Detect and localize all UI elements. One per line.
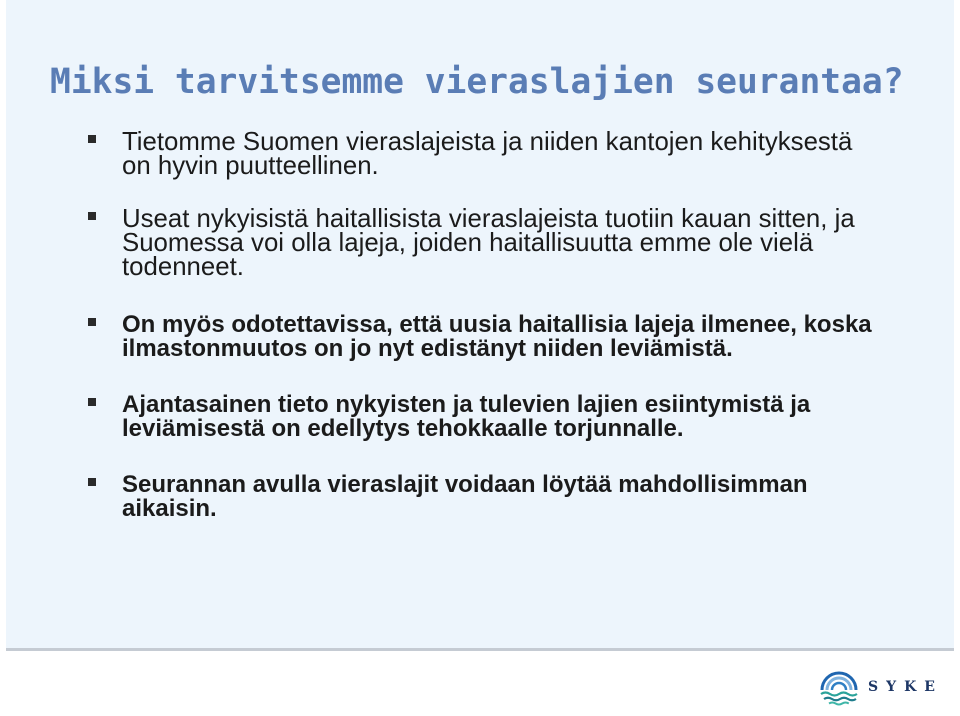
bullet-text-line: aikaisin. [122, 495, 217, 522]
bullet-text-line: leviämisestä on edellytys tehokkaalle torjunnalle. [122, 415, 684, 442]
square-bullet-icon [88, 212, 96, 220]
footer-divider [6, 648, 954, 651]
square-bullet-icon [88, 135, 96, 143]
bullet-item-4 [122, 393, 810, 441]
syke-logo-icon [818, 670, 860, 706]
bullet-text-line: Seurannan avulla vieraslajit voidaan löytää mahdollisimman [122, 471, 808, 498]
bullet-item-3 [122, 313, 872, 361]
bullet-text-line: on hyvin puutteellinen. [122, 152, 379, 180]
square-bullet-icon [88, 398, 96, 406]
square-bullet-icon [88, 478, 96, 486]
bullet-item-5 [122, 473, 808, 521]
bullet-text-line: Tietomme Suomen vieraslajeista ja niiden kantojen kehityksestä [122, 128, 853, 156]
bullet-item-2 [122, 207, 855, 279]
bullet-text-line: ilmastonmuutos on jo nyt edistänyt niiden leviämistä. [122, 335, 733, 362]
slide-title: Miksi tarvitsemme vieraslajien seurantaa? [50, 62, 904, 102]
bullet-item-1 [122, 130, 852, 178]
bullet-text-line: Ajantasainen tieto nykyisten ja tulevien lajien esiintymistä ja [122, 391, 811, 418]
syke-logo-wordmark: SYKE [868, 679, 943, 695]
bullet-text-line: On myös odotettavissa, että uusia haitallisia lajeja ilmenee, koska [122, 311, 872, 338]
bullet-text-line: Useat nykyisistä haitallisista vieraslajeista tuotiin kauan sitten, ja [122, 205, 855, 233]
syke-logo [818, 670, 943, 708]
bullet-text-line: Suomessa voi olla lajeja, joiden haitallisuutta emme ole vielä [122, 229, 814, 257]
square-bullet-icon [88, 318, 96, 326]
bullet-text-line: todenneet. [122, 253, 244, 281]
